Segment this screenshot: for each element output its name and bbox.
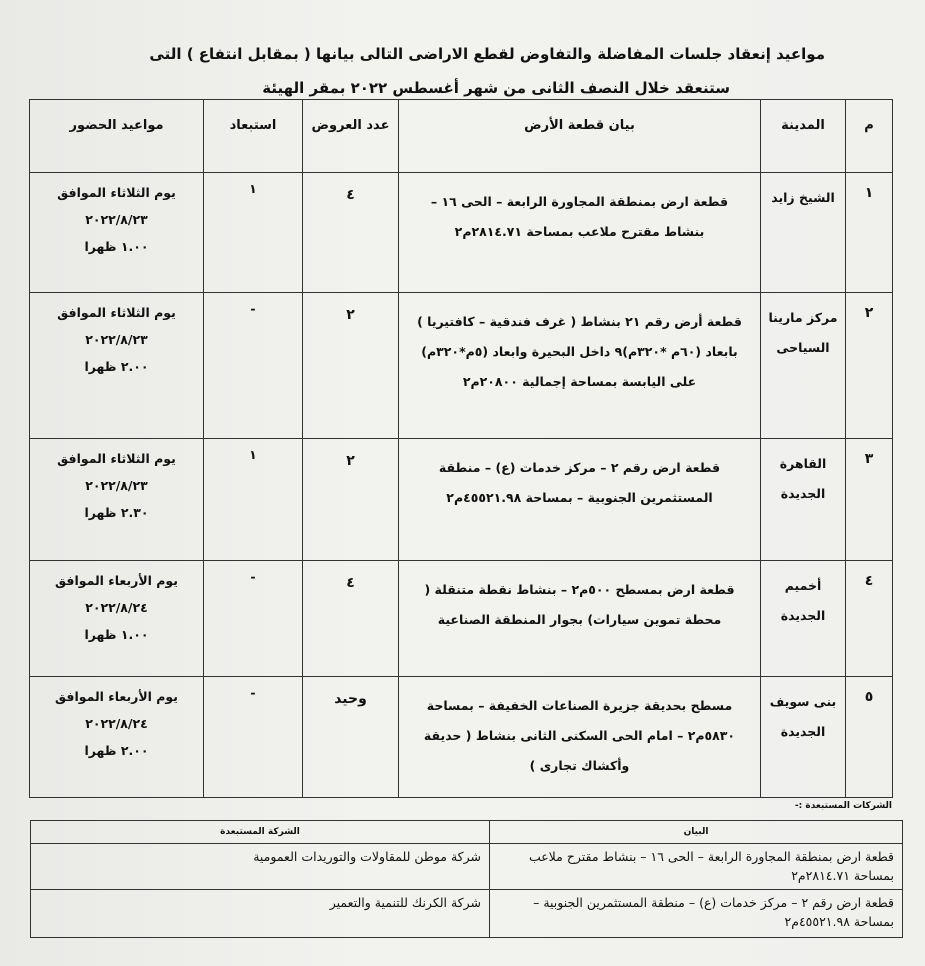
excluded-company: شركة الكرنك للتنمية والتعمير	[31, 890, 490, 938]
row-city: أخميم الجديدة	[761, 561, 846, 677]
document-title-line-2: ستنعقد خلال النصف الثانى من شهر أغسطس ٢٠٢٢ بمقر الهيئة	[262, 79, 730, 97]
row-hour: ١.٠٠ ظهرا	[84, 239, 149, 254]
row-count: وحيد	[303, 677, 399, 798]
row-day: يوم الثلاثاء الموافق	[57, 451, 176, 466]
table-row	[30, 439, 893, 561]
row-time	[30, 439, 204, 561]
header-count: عدد العروض	[303, 100, 399, 173]
excluded-header-row	[31, 821, 903, 844]
row-date: ٢٠٢٢/٨/٢٤	[85, 600, 148, 615]
row-city: مركز مارينا السياحى	[761, 293, 846, 439]
row-date: ٢٠٢٢/٨/٢٣	[85, 478, 148, 493]
excluded-companies-label: الشركات المستبعدة :-	[794, 801, 892, 811]
row-hour: ٢.٠٠ ظهرا	[84, 743, 149, 758]
excluded-company: شركة موطن للمقاولات والتوريدات العمومية	[31, 844, 490, 890]
row-date: ٢٠٢٢/٨/٢٤	[85, 716, 148, 731]
table-row	[30, 173, 893, 293]
row-excl: ١	[204, 439, 303, 561]
row-count: ٤	[303, 173, 399, 293]
header-num: م	[846, 100, 893, 173]
row-desc: مسطح بحديقة جزيرة الصناعات الخفيفة – بمساحة ٥٨٣٠م٢ – امام الحى السكنى الثانى بنشاط ( حديقة وأكشاك تجارى )	[399, 677, 761, 798]
row-day: يوم الأربعاء الموافق	[55, 689, 178, 704]
table-row	[30, 293, 893, 439]
row-num: ٥	[846, 677, 893, 798]
table-row	[30, 561, 893, 677]
row-num: ٤	[846, 561, 893, 677]
row-time	[30, 561, 204, 677]
row-day: يوم الأربعاء الموافق	[55, 573, 178, 588]
document-title-line-1: مواعيد إنعقاد جلسات المفاضلة والتفاوض لقطع الاراضى التالى بيانها ( بمقابل انتفاع ) التى	[149, 45, 825, 63]
row-date: ٢٠٢٢/٨/٢٣	[85, 332, 148, 347]
row-desc: قطعة ارض رقم ٢ – مركز خدمات (ع) – منطقة المستثمرين الجنوبية – بمساحة ٤٥٥٢١.٩٨م٢	[399, 439, 761, 561]
excluded-header-desc: البيان	[490, 821, 903, 844]
row-count: ٢	[303, 293, 399, 439]
row-num: ١	[846, 173, 893, 293]
row-city: الشيخ زايد	[761, 173, 846, 293]
row-desc: قطعة ارض بمنطقة المجاورة الرابعة – الحى ١٦ – بنشاط مقترح ملاعب بمساحة ٢٨١٤.٧١م٢	[399, 173, 761, 293]
row-city: بنى سويف الجديدة	[761, 677, 846, 798]
row-hour: ٢.٣٠ ظهرا	[84, 505, 149, 520]
row-desc: قطعة ارض بمسطح ٥٠٠م٢ – بنشاط نقطة متنقلة ( محطة تموين سيارات) بجوار المنطقة الصناعية	[399, 561, 761, 677]
row-city: القاهرة الجديدة	[761, 439, 846, 561]
header-desc: بيان قطعة الأرض	[399, 100, 761, 173]
table-row	[31, 890, 903, 938]
header-city: المدينة	[761, 100, 846, 173]
excluded-companies-table	[30, 820, 903, 938]
row-count: ٤	[303, 561, 399, 677]
schedule-table	[29, 99, 893, 798]
row-count: ٢	[303, 439, 399, 561]
row-desc: قطعة أرض رقم ٢١ بنشاط ( غرف فندقية – كافتيريا ) بابعاد (٦٠م *٣٢٠م)٩ داخل البحيرة وابعاد (٥م*٣٢٠م) على اليابسة بمساحة إجمالية ٢٠٨٠٠م٢	[399, 293, 761, 439]
row-num: ٢	[846, 293, 893, 439]
row-num: ٣	[846, 439, 893, 561]
row-day: يوم الثلاثاء الموافق	[57, 305, 176, 320]
table-row	[31, 844, 903, 890]
row-excl: -	[204, 561, 303, 677]
schedule-header-row	[30, 100, 893, 173]
row-time	[30, 677, 204, 798]
excluded-header-company: الشركة المستبعدة	[31, 821, 490, 844]
row-date: ٢٠٢٢/٨/٢٣	[85, 212, 148, 227]
row-excl: -	[204, 677, 303, 798]
row-excl: ١	[204, 173, 303, 293]
header-excl: استبعاد	[204, 100, 303, 173]
excluded-desc: قطعة ارض رقم ٢ – مركز خدمات (ع) – منطقة المستثمرين الجنوبية – بمساحة ٤٥٥٢١.٩٨م٢	[490, 890, 903, 938]
row-time	[30, 293, 204, 439]
row-day: يوم الثلاثاء الموافق	[57, 185, 176, 200]
table-row	[30, 677, 893, 798]
excluded-desc: قطعة ارض بمنطقة المجاورة الرابعة – الحى ١٦ – بنشاط مقترح ملاعب بمساحة ٢٨١٤.٧١م٢	[490, 844, 903, 890]
row-excl: -	[204, 293, 303, 439]
header-time: مواعيد الحضور	[30, 100, 204, 173]
row-hour: ١.٠٠ ظهرا	[84, 627, 149, 642]
row-hour: ٢.٠٠ ظهرا	[84, 359, 149, 374]
row-time	[30, 173, 204, 293]
